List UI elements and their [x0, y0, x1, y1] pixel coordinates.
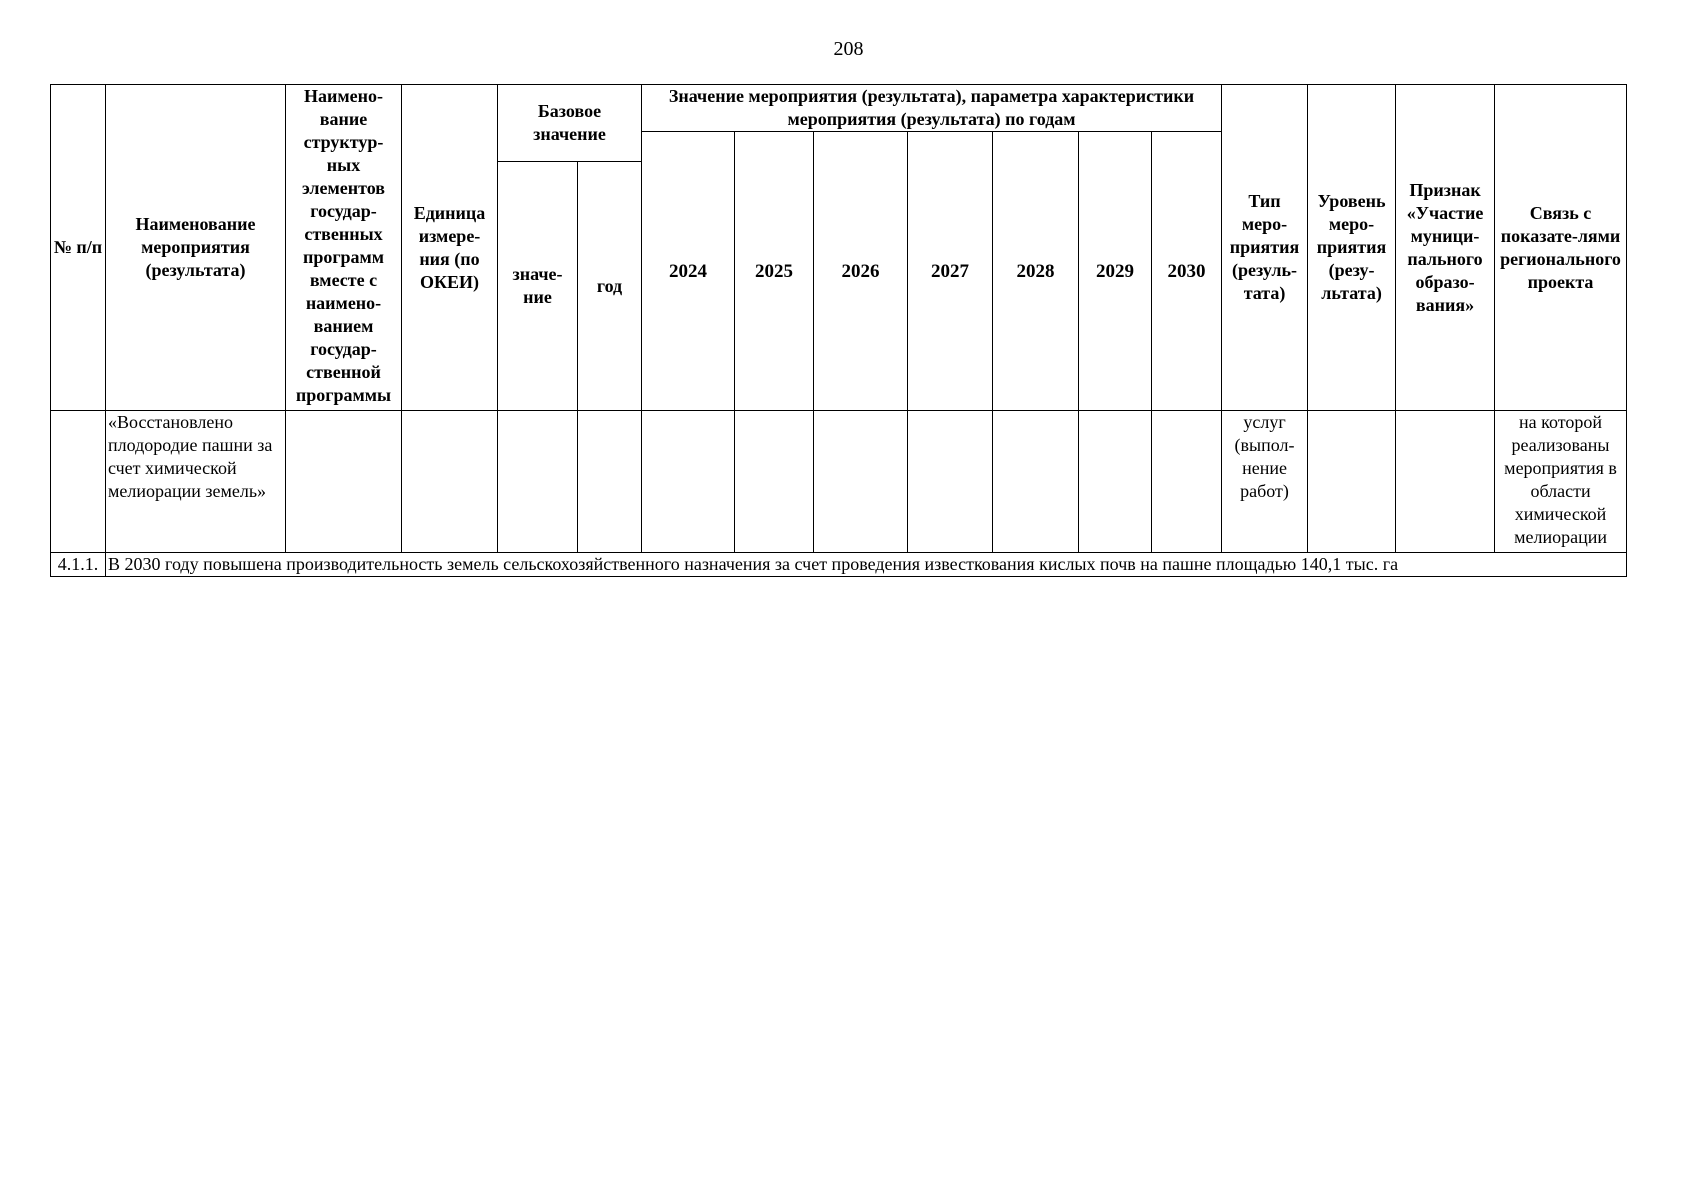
header-name: Наименование мероприятия (результата)	[106, 85, 286, 411]
row1-2024	[642, 411, 735, 553]
row1-2027	[908, 411, 993, 553]
row1-unit	[402, 411, 498, 553]
row1-level	[1308, 411, 1396, 553]
header-link: Связь с показате-лями регионального проекта	[1495, 85, 1627, 411]
row2-num: 4.1.1.	[51, 553, 106, 577]
row1-num	[51, 411, 106, 553]
header-year-2025: 2025	[735, 132, 814, 411]
page-number: 208	[833, 38, 864, 60]
row1-base-year	[578, 411, 642, 553]
header-base-value: Базовое значение	[498, 85, 642, 162]
header-year-2029: 2029	[1079, 132, 1152, 411]
header-year-2030: 2030	[1152, 132, 1222, 411]
header-type: Тип меро-приятия (резуль-тата)	[1222, 85, 1308, 411]
row1-name: «Восстановлено плодородие пашни за счет химической мелиорации земель»	[106, 411, 286, 553]
row1-2025	[735, 411, 814, 553]
header-year-2024: 2024	[642, 132, 735, 411]
header-base-sub-year: год	[578, 162, 642, 411]
row2-text: В 2030 году повышена производительность земель сельскохозяйственного назначения за счет проведения известкования кислых почв на пашне площадью 140,1 тыс. га	[106, 553, 1627, 577]
measures-table	[50, 84, 1627, 577]
header-level: Уровень меро-приятия (резу-льтата)	[1308, 85, 1396, 411]
header-base-sub-value: значе-ние	[498, 162, 578, 411]
row1-base-value	[498, 411, 578, 553]
row1-2029	[1079, 411, 1152, 553]
row1-structural	[286, 411, 402, 553]
header-year-2028: 2028	[993, 132, 1079, 411]
row1-type: услуг (выпол-нение работ)	[1222, 411, 1308, 553]
header-year-2026: 2026	[814, 132, 908, 411]
row1-2026	[814, 411, 908, 553]
row1-sign	[1396, 411, 1495, 553]
header-num: № п/п	[51, 85, 106, 411]
row1-2030	[1152, 411, 1222, 553]
header-unit: Единица измере-ния (по ОКЕИ)	[402, 85, 498, 411]
row1-2028	[993, 411, 1079, 553]
header-by-years: Значение мероприятия (результата), параметра характеристики мероприятия (результата) по годам	[642, 85, 1222, 132]
row1-link: на которой реализованы мероприятия в области химической мелиорации	[1495, 411, 1627, 553]
header-year-2027: 2027	[908, 132, 993, 411]
header-sign: Признак «Участие муници-пального образо-вания»	[1396, 85, 1495, 411]
header-structural: Наимено-вание структур-ных элементов государ-ственных программ вместе с наимено-ванием государ-ственной программы	[286, 85, 402, 411]
